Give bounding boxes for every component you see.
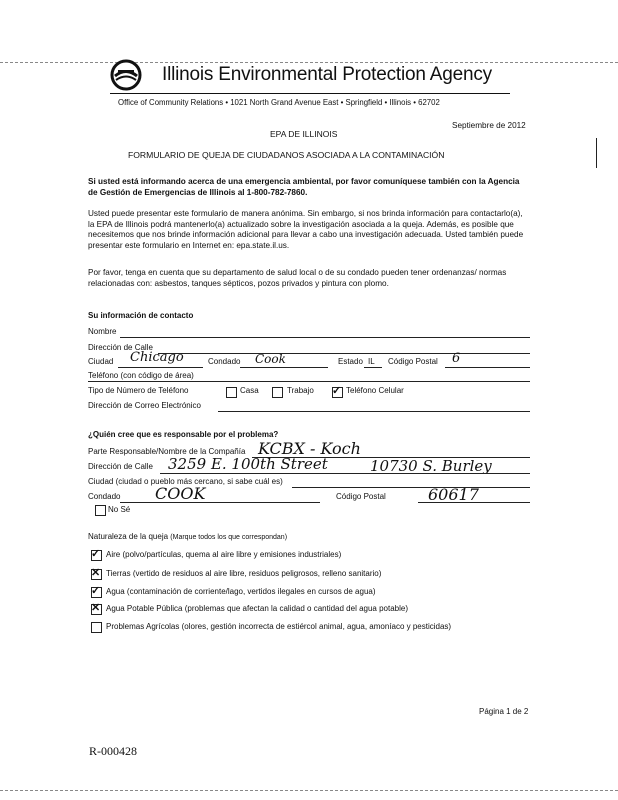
party-value: KCBX - Koch bbox=[258, 439, 361, 458]
zip-field[interactable] bbox=[445, 367, 530, 368]
phone-type-label: Tipo de Número de Teléfono bbox=[88, 386, 189, 395]
resp-zip-value: 60617 bbox=[428, 485, 479, 504]
nature-drinking-water-desc: (problemas que afectan la calidad o cantidad del agua potable) bbox=[184, 604, 408, 613]
form-org: EPA DE ILLINOIS bbox=[270, 129, 338, 139]
phone-field[interactable] bbox=[88, 381, 530, 382]
nature-drinking-water-checkbox[interactable] bbox=[91, 604, 102, 615]
unknown-label: No Sé bbox=[108, 505, 131, 514]
phone-type-cell-checkbox[interactable] bbox=[332, 387, 343, 398]
zip-label: Código Postal bbox=[388, 357, 438, 366]
name-label: Nombre bbox=[88, 327, 117, 336]
city-value: Chicago bbox=[130, 350, 184, 365]
state-value: IL bbox=[368, 357, 375, 366]
nature-heading bbox=[88, 532, 287, 541]
agency-title: Illinois Environmental Protection Agency bbox=[162, 64, 492, 85]
nature-heading-note: (Marque todos los que correspondan) bbox=[170, 534, 288, 541]
county-value: Cook bbox=[255, 352, 286, 366]
county-field[interactable] bbox=[240, 367, 328, 368]
resp-county-value: COOK bbox=[155, 484, 206, 503]
phone-type-work-label: Trabajo bbox=[287, 386, 314, 395]
state-label: Estado bbox=[338, 357, 363, 366]
phone-type-cell-label: Teléfono Celular bbox=[346, 386, 404, 395]
nature-agricultural-label: Problemas Agrícolas bbox=[106, 622, 180, 631]
form-date: Septiembre de 2012 bbox=[452, 121, 526, 130]
bates-number: R-000428 bbox=[89, 744, 137, 758]
nature-agricultural-checkbox[interactable] bbox=[91, 622, 102, 633]
emergency-notice: Si usted está informando acerca de una emergencia ambiental, por favor comuníquese también con la Agencia de Gestión de Emergencias de Illinois al 1-800-782-7860. bbox=[88, 177, 520, 197]
party-label: Parte Responsable/Nombre de la Compañía bbox=[88, 447, 246, 456]
resp-county-label: Condado bbox=[88, 492, 121, 501]
check-mark-icon: ✕ bbox=[91, 602, 101, 614]
nature-drinking-water-item bbox=[106, 604, 408, 613]
resp-street-field[interactable] bbox=[160, 473, 530, 474]
top-scan-rule bbox=[0, 62, 618, 63]
nature-land-checkbox[interactable] bbox=[91, 569, 102, 580]
county-label: Condado bbox=[208, 357, 241, 366]
nature-agricultural-desc: (olores, gestión incorrecta de estiércol animal, agua, amoníaco y pesticidas) bbox=[181, 622, 452, 631]
resp-city-label: Ciudad (ciudad o pueblo más cercano, si sabe cuál es) bbox=[88, 477, 283, 486]
nature-air-label: Aire bbox=[106, 550, 121, 559]
zip-value: 6 bbox=[452, 351, 461, 366]
resp-zip-label: Código Postal bbox=[336, 492, 386, 501]
bottom-scan-rule bbox=[0, 790, 618, 791]
nature-air-desc: (polvo/partículas, quema al aire libre y emisiones industriales) bbox=[122, 550, 342, 559]
city-field[interactable] bbox=[118, 367, 203, 368]
check-mark-icon: ✓ bbox=[91, 585, 101, 597]
resp-zip-field[interactable] bbox=[418, 502, 530, 503]
unknown-checkbox[interactable] bbox=[95, 505, 106, 516]
nature-land-desc: (vertido de residuos al aire libre, residuos peligrosos, relleno sanitario) bbox=[132, 569, 382, 578]
agency-logo bbox=[110, 59, 142, 91]
nature-water-item bbox=[106, 587, 376, 596]
street-label: Dirección de Calle bbox=[88, 343, 153, 352]
resp-street-value-2: 10730 S. Burley bbox=[370, 457, 492, 475]
email-field[interactable] bbox=[218, 411, 530, 412]
form-title: FORMULARIO DE QUEJA DE CIUDADANOS ASOCIADA A LA CONTAMINACIÓN bbox=[128, 150, 445, 160]
page-number: Página 1 de 2 bbox=[479, 707, 529, 716]
email-label: Dirección de Correo Electrónico bbox=[88, 401, 201, 410]
nature-water-label: Agua bbox=[106, 587, 125, 596]
resp-city-field[interactable] bbox=[292, 487, 530, 488]
name-field[interactable] bbox=[120, 337, 530, 338]
scan-edge-mark bbox=[596, 138, 597, 168]
city-label: Ciudad bbox=[88, 357, 114, 366]
local-ordinance-note: Por favor, tenga en cuenta que su departamento de salud local o de su condado pueden tener ordenanzas/ normas relacionadas con: asbestos, tanques sépticos, pozos privados y pintura con plomo. bbox=[88, 268, 507, 288]
phone-type-work-checkbox[interactable] bbox=[272, 387, 283, 398]
nature-drinking-water-label: Agua Potable Pública bbox=[106, 604, 183, 613]
nature-water-checkbox[interactable] bbox=[91, 587, 102, 598]
nature-land-item bbox=[106, 569, 381, 578]
nature-agricultural-item bbox=[106, 622, 451, 631]
phone-type-home-checkbox[interactable] bbox=[226, 387, 237, 398]
resp-street-label: Dirección de Calle bbox=[88, 462, 153, 471]
nature-heading-text: Naturaleza de la queja bbox=[88, 532, 169, 541]
nature-air-item bbox=[106, 550, 341, 559]
check-mark-icon: ✓ bbox=[332, 385, 342, 397]
phone-label: Teléfono (con código de área) bbox=[88, 371, 194, 380]
nature-air-checkbox[interactable] bbox=[91, 550, 102, 561]
anonymous-notice: Usted puede presentar este formulario de manera anónima. Sin embargo, si nos brinda información para contactarlo(a), la EPA de Illinois podrá mantenerlo(a) actualizado sobre la investigación asociada a la queja. Además, es posible que necesitemos que nos brinde información adicional para llevar a cabo una investigación adecuada. Usted también puede presentar este formulario en Internet en: epa.state.il.us. bbox=[88, 209, 524, 250]
check-mark-icon: ✕ bbox=[91, 567, 101, 579]
state-field[interactable] bbox=[364, 367, 382, 368]
header-rule bbox=[110, 93, 510, 94]
check-mark-icon: ✓ bbox=[91, 548, 101, 560]
resp-county-field[interactable] bbox=[120, 502, 320, 503]
resp-street-value: 3259 E. 100th Street bbox=[168, 455, 328, 473]
street-field[interactable] bbox=[158, 353, 530, 354]
responsible-heading: ¿Quién cree que es responsable por el problema? bbox=[88, 430, 279, 439]
nature-water-desc: (contaminación de corriente/lago, vertidos ilegales en cursos de agua) bbox=[126, 587, 376, 596]
address-line: Office of Community Relations • 1021 North Grand Avenue East • Springfield • Illinois • 62702 bbox=[118, 98, 440, 107]
contact-heading: Su información de contacto bbox=[88, 311, 194, 320]
nature-land-label: Tierras bbox=[106, 569, 131, 578]
phone-type-home-label: Casa bbox=[240, 386, 259, 395]
